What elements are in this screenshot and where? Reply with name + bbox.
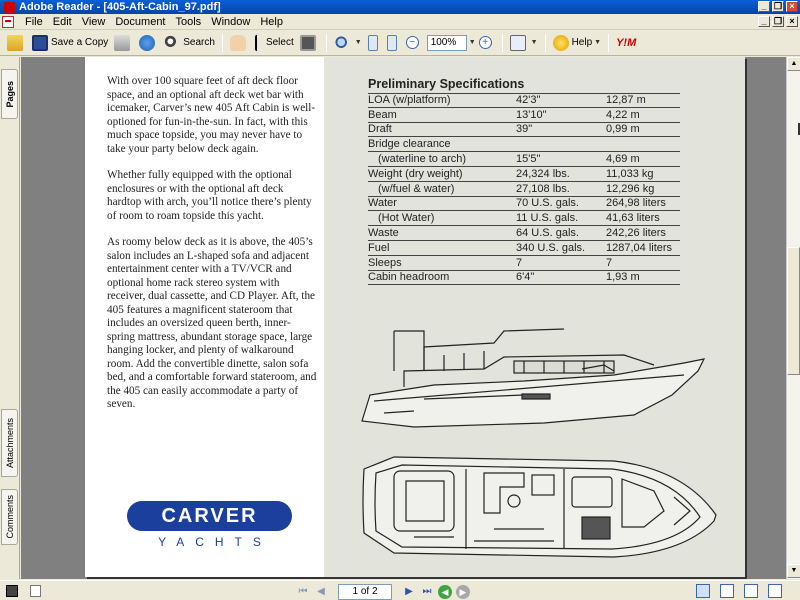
- spec-label: (waterline to arch): [378, 152, 467, 165]
- disk-icon: [32, 35, 48, 51]
- yim-logo: Y!M: [616, 36, 637, 49]
- continuous-facing-layout-button[interactable]: [768, 584, 782, 598]
- vertical-scrollbar[interactable]: [786, 57, 800, 579]
- snapshot-button[interactable]: [297, 32, 322, 54]
- yacht-profile-drawing: [362, 329, 704, 427]
- search-label: Search: [183, 37, 215, 48]
- spec-row: [368, 271, 680, 286]
- specifications-table: [368, 77, 680, 285]
- plus-icon: +: [479, 36, 492, 49]
- spec-row: [368, 167, 680, 182]
- spec-imperial-value: 340 U.S. gals.: [516, 241, 586, 254]
- spec-label: Fuel: [368, 241, 390, 254]
- yacht-drawing: [354, 291, 734, 577]
- yacht-floorplan-drawing: [363, 457, 716, 557]
- brochure-paragraph: With over 100 square feet of aft deck floor space, and an optional aft deck wet bar with icemaker, Carver’s new 405 Aft Cabin is well-optioned for fun-in-the-sun. In fact, with this much space topside, you may never have to take your party below deck again.: [107, 75, 316, 155]
- menu-edit[interactable]: Edit: [52, 15, 72, 28]
- spec-row: [368, 123, 680, 138]
- close-button[interactable]: ×: [786, 1, 798, 12]
- spec-metric-value: 11,033 kg: [606, 167, 654, 180]
- spec-metric-value: 0,99 m: [606, 123, 640, 136]
- spec-row: [368, 108, 680, 123]
- spec-metric-value: 1,93 m: [606, 271, 640, 284]
- spec-label: Draft: [368, 123, 392, 136]
- spec-metric-value: 242,26 liters: [606, 226, 666, 239]
- fit-page-button[interactable]: [365, 32, 384, 54]
- spec-label: Water: [368, 197, 397, 210]
- spec-metric-value: 7: [606, 256, 613, 269]
- rotate-icon: [510, 35, 526, 51]
- menu-view[interactable]: View: [81, 15, 106, 28]
- brochure-paragraph: Whether fully equipped with the optional enclosures or with the optional aft deck hardtop with arch, you’ll notice there’s plenty of room to roam topside this yacht.: [107, 169, 312, 222]
- tab-pages-label: Pages: [4, 80, 15, 108]
- adobe-reader-icon: [4, 2, 15, 13]
- facing-layout-button[interactable]: [744, 584, 758, 598]
- window-controls: [758, 1, 798, 12]
- tab-pages[interactable]: [1, 69, 18, 119]
- spec-row: [368, 182, 680, 197]
- document-view[interactable]: [21, 57, 786, 579]
- first-page-button[interactable]: ⏮: [298, 586, 308, 597]
- spec-imperial-value: 27,108 lbs.: [516, 182, 570, 195]
- printer-icon: [114, 35, 130, 51]
- spec-label: (w/fuel & water): [378, 182, 455, 195]
- carver-logo-main: CARVER: [127, 501, 292, 531]
- chevron-down-icon: ▼: [594, 39, 602, 46]
- select-label: Select: [265, 37, 294, 48]
- scroll-thumb[interactable]: [787, 247, 800, 375]
- spec-metric-value: 12,296 kg: [606, 182, 655, 195]
- tab-comments[interactable]: [1, 489, 18, 545]
- spec-label: Bridge clearance: [368, 138, 451, 151]
- single-page-layout-button[interactable]: [696, 584, 710, 598]
- text-cursor-icon: [255, 35, 263, 51]
- spec-imperial-value: 15'5": [516, 152, 541, 165]
- tab-attachments[interactable]: [1, 409, 18, 477]
- toolbar: [0, 30, 800, 56]
- hand-icon: [230, 35, 246, 51]
- toolbar-separator: [502, 34, 503, 52]
- spec-imperial-value: 11 U.S. gals.: [516, 212, 579, 225]
- save-copy-label: Save a Copy: [51, 37, 109, 48]
- doc-minimize-button[interactable]: _: [758, 16, 770, 27]
- toolbar-separator: [608, 34, 609, 52]
- spec-row: [368, 241, 680, 256]
- search-button[interactable]: [161, 32, 218, 54]
- carver-logo: [127, 501, 292, 549]
- print-button[interactable]: [111, 32, 136, 54]
- tab-comments-label: Comments: [4, 495, 15, 539]
- navigation-pane: [0, 57, 20, 579]
- page-number-field[interactable]: 1 of 2: [338, 584, 392, 600]
- document-icon[interactable]: [2, 16, 14, 28]
- spec-metric-value: 1287,04 liters: [606, 241, 673, 254]
- spec-imperial-value: 13'10": [516, 108, 547, 121]
- menu-document[interactable]: Document: [115, 15, 166, 28]
- folder-icon: [7, 35, 23, 51]
- spec-label: Weight (dry weight): [368, 167, 463, 180]
- spec-label: Beam: [368, 108, 397, 121]
- fit-page-icon: [368, 35, 378, 51]
- page-navigation: [296, 584, 470, 600]
- page-size-icon[interactable]: [30, 585, 41, 597]
- spec-imperial-value: 24,324 lbs.: [516, 167, 570, 180]
- spec-label: Sleeps: [368, 256, 402, 269]
- menu-file[interactable]: File: [25, 15, 43, 28]
- doc-restore-button[interactable]: ❐: [773, 16, 783, 26]
- camera-icon: [300, 35, 316, 51]
- toolbar-separator: [326, 34, 327, 52]
- hand-tool-button[interactable]: [227, 32, 252, 54]
- spec-label: Waste: [368, 226, 399, 239]
- spec-label: LOA (w/platform): [368, 93, 451, 106]
- help-label: Help: [571, 37, 593, 48]
- minus-icon: −: [406, 36, 419, 49]
- spec-metric-value: 4,22 m: [606, 108, 640, 121]
- doc-close-button[interactable]: ×: [786, 16, 798, 27]
- open-button[interactable]: [4, 32, 29, 54]
- fit-width-icon: [387, 35, 397, 51]
- scroll-up-button[interactable]: ▲: [787, 57, 800, 71]
- chevron-down-icon: ▼: [354, 39, 362, 46]
- carver-logo-sub: YACHTS: [158, 535, 272, 549]
- select-tool-button[interactable]: [252, 32, 297, 54]
- spec-row: [368, 152, 680, 167]
- brochure-left-panel: [85, 57, 324, 577]
- brochure-text: [107, 75, 317, 425]
- title-bar: [0, 0, 800, 14]
- page-layout-controls: [696, 584, 782, 598]
- previous-view-button[interactable]: ◀: [438, 585, 452, 599]
- spec-row: [368, 197, 680, 212]
- menu-window[interactable]: Window: [211, 15, 251, 28]
- continuous-layout-button[interactable]: [720, 584, 734, 598]
- brochure-paragraph: As roomy below deck as it is above, the 405’s salon includes an L-shaped sofa and adjacent entertainment center with a TV/VCR and optional home rack stereo system with receiver, dual cassette, and CD Player. Aft, the 405 features a magnificent stateroom that includes an oversized queen berth, inner-spring mattress, abundant storage space, large hanging locker, and plenty of walkaround room. Add the convertible dinette, salon sofa bed, and a comfortable forward stateroom, and the 405 can easily accommodate a party of seven.: [107, 236, 317, 410]
- spec-metric-value: 12,87 m: [606, 93, 646, 106]
- help-icon: [553, 35, 569, 51]
- spec-imperial-value: 39": [516, 123, 533, 136]
- zoom-in-button[interactable]: [476, 32, 498, 54]
- binoculars-icon: [164, 35, 180, 51]
- spec-row: [368, 137, 680, 152]
- show-navigation-icon[interactable]: [6, 585, 18, 597]
- last-page-button[interactable]: ⏭: [422, 586, 432, 597]
- email-button[interactable]: [136, 32, 161, 54]
- spec-metric-value: 264,98 liters: [606, 197, 666, 210]
- next-page-button[interactable]: ▶: [405, 586, 413, 597]
- spec-row: [368, 256, 680, 271]
- spec-label: (Hot Water): [378, 212, 435, 225]
- spec-metric-value: 4,69 m: [606, 152, 640, 165]
- scroll-down-button[interactable]: ▼: [787, 564, 800, 578]
- save-copy-button[interactable]: [29, 32, 111, 54]
- spec-imperial-value: 7: [516, 256, 523, 269]
- toolbar-separator: [545, 34, 546, 52]
- specs-title: Preliminary Specifications: [368, 77, 525, 91]
- yim-button[interactable]: [613, 32, 639, 54]
- menu-tools[interactable]: Tools: [175, 15, 202, 28]
- toolbar-separator: [222, 34, 223, 52]
- tab-attachments-label: Attachments: [4, 417, 15, 469]
- window-title: Adobe Reader - [405-Aft-Cabin_97.pdf]: [19, 1, 221, 13]
- spec-imperial-value: 6'4": [516, 271, 535, 284]
- spec-imperial-value: 42'3": [516, 93, 541, 106]
- rotate-button[interactable]: [507, 32, 541, 54]
- spec-row: [368, 93, 680, 108]
- next-view-button[interactable]: ▶: [456, 585, 470, 599]
- zoom-dropdown-icon[interactable]: ▼: [468, 39, 476, 46]
- zoom-out-button[interactable]: [403, 32, 425, 54]
- help-button[interactable]: [550, 32, 605, 54]
- pdf-page: [85, 57, 745, 577]
- magnifier-icon: [334, 35, 350, 51]
- spec-label: Cabin headroom: [368, 271, 450, 284]
- menu-bar: [0, 14, 800, 30]
- menu-help[interactable]: Help: [260, 15, 283, 28]
- spec-imperial-value: 64 U.S. gals.: [516, 226, 579, 239]
- zoom-tool-button[interactable]: [331, 32, 365, 54]
- brochure-right-panel: [324, 57, 745, 577]
- restore-button[interactable]: ❐: [773, 1, 783, 11]
- minimize-button[interactable]: _: [758, 1, 770, 12]
- spec-metric-value: 41,63 liters: [606, 212, 660, 225]
- spec-row: [368, 226, 680, 241]
- status-bar: [0, 580, 800, 600]
- email-icon: [139, 35, 155, 51]
- document-window-controls: [758, 16, 798, 27]
- chevron-down-icon: ▼: [530, 39, 538, 46]
- spec-row: [368, 211, 680, 226]
- fit-width-button[interactable]: [384, 32, 403, 54]
- spec-rows: [368, 93, 680, 285]
- previous-page-button[interactable]: ◀: [317, 586, 325, 597]
- zoom-level-field[interactable]: 100%: [427, 35, 467, 51]
- spec-imperial-value: 70 U.S. gals.: [516, 197, 579, 210]
